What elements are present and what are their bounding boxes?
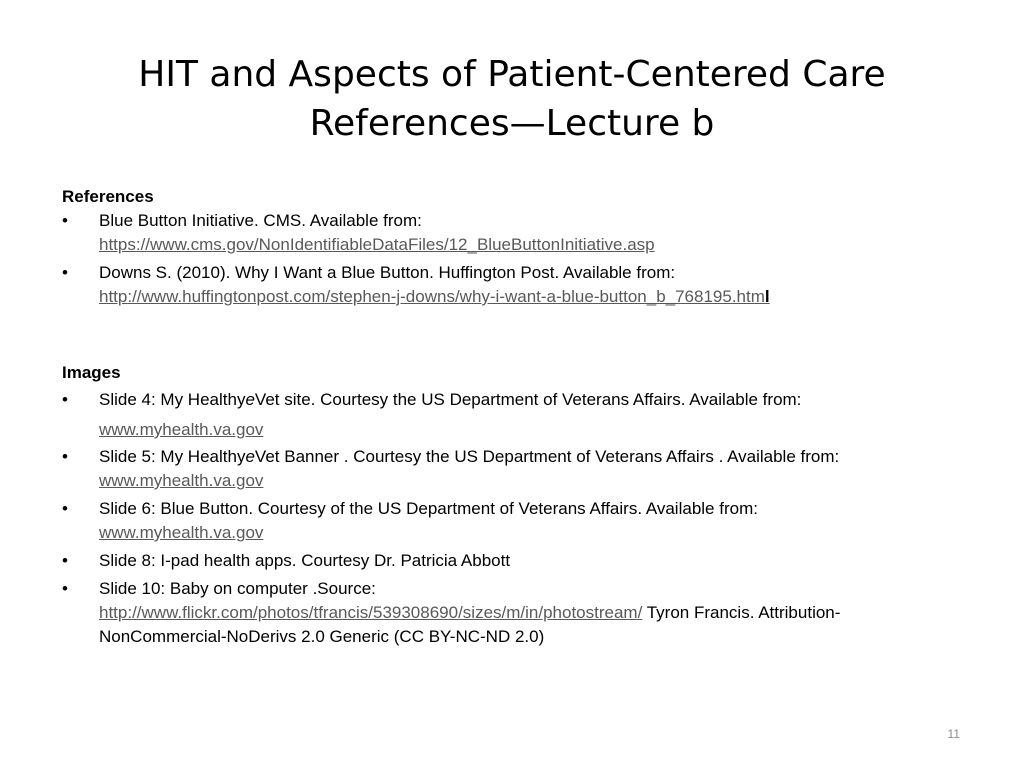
reference-link-main: http://www.huffingtonpost.com/stephen-j-downs/why-i-want-a-blue-button_b_768195.htm [99, 287, 765, 306]
bullet-icon: • [62, 499, 68, 518]
reference-item-huffington [62, 261, 962, 309]
reference-text: Downs S. (2010). Why I Want a Blue Button. Huffington Post. Available from: [99, 263, 676, 282]
reference-item-cms [62, 209, 962, 257]
reference-link[interactable]: https://www.cms.gov/NonIdentifiableDataFiles/12_BlueButtonInitiative.asp [99, 235, 655, 254]
image-credit-slide-6 [62, 497, 962, 545]
image-credit-slide-10 [62, 577, 962, 649]
image-credit-link[interactable]: http://www.flickr.com/photos/tfrancis/539308690/sizes/m/in/photostream/ [99, 603, 643, 622]
reference-link-tail: l [764, 287, 770, 306]
image-credit-after-link: Tyron Francis. Attribution-NonCommercial-NoDerivs 2.0 Generic (CC BY-NC-ND 2.0) [99, 603, 841, 646]
bullet-icon: • [62, 447, 68, 466]
images-heading: Images [62, 363, 121, 382]
image-credit-prefix: Slide 4: My Healthy [99, 390, 246, 409]
bullet-icon: • [62, 211, 68, 230]
image-credit-link[interactable]: www.myhealth.va.gov [99, 471, 264, 490]
bullet-icon: • [62, 263, 68, 282]
image-credit-italic: e [245, 447, 255, 466]
bullet-icon: • [62, 579, 68, 598]
image-credit-text: Slide 8: I-pad health apps. Courtesy Dr. Patricia Abbott [99, 551, 511, 570]
bullet-icon: • [62, 390, 68, 409]
image-credit-slide-5 [62, 445, 962, 493]
image-credit-slide-8 [62, 549, 962, 573]
image-credit-text: Vet Banner . Courtesy the US Department of Veterans Affairs . Available from: [254, 447, 840, 466]
image-credit-link[interactable]: www.myhealth.va.gov [99, 420, 264, 439]
image-credit-text: Vet site. Courtesy the US Department of Veterans Affairs. Available from: [254, 390, 802, 409]
image-credit-prefix: Slide 5: My Healthy [99, 447, 246, 466]
bullet-icon: • [62, 551, 68, 570]
image-credit-link[interactable]: www.myhealth.va.gov [99, 523, 264, 542]
section-spacer [62, 313, 962, 361]
slide-number: 11 [947, 727, 960, 741]
slide-title-line-2: References—Lecture b [309, 103, 715, 144]
image-credit-text: Slide 6: Blue Button. Courtesy of the US Department of Veterans Affairs. Available from: [99, 499, 758, 518]
image-credit-italic: e [245, 390, 255, 409]
references-heading: References [62, 187, 154, 206]
image-credit-text: Slide 10: Baby on computer .Source: [99, 579, 376, 598]
images-list [62, 385, 962, 649]
image-credit-slide-4 [62, 385, 962, 445]
reference-link[interactable] [99, 287, 770, 306]
reference-text: Blue Button Initiative. CMS. Available from: [99, 211, 422, 230]
slide-body [62, 185, 962, 653]
references-list [62, 209, 962, 309]
slide-title-line-1: HIT and Aspects of Patient-Centered Care [138, 54, 886, 95]
slide-title [40, 50, 984, 148]
